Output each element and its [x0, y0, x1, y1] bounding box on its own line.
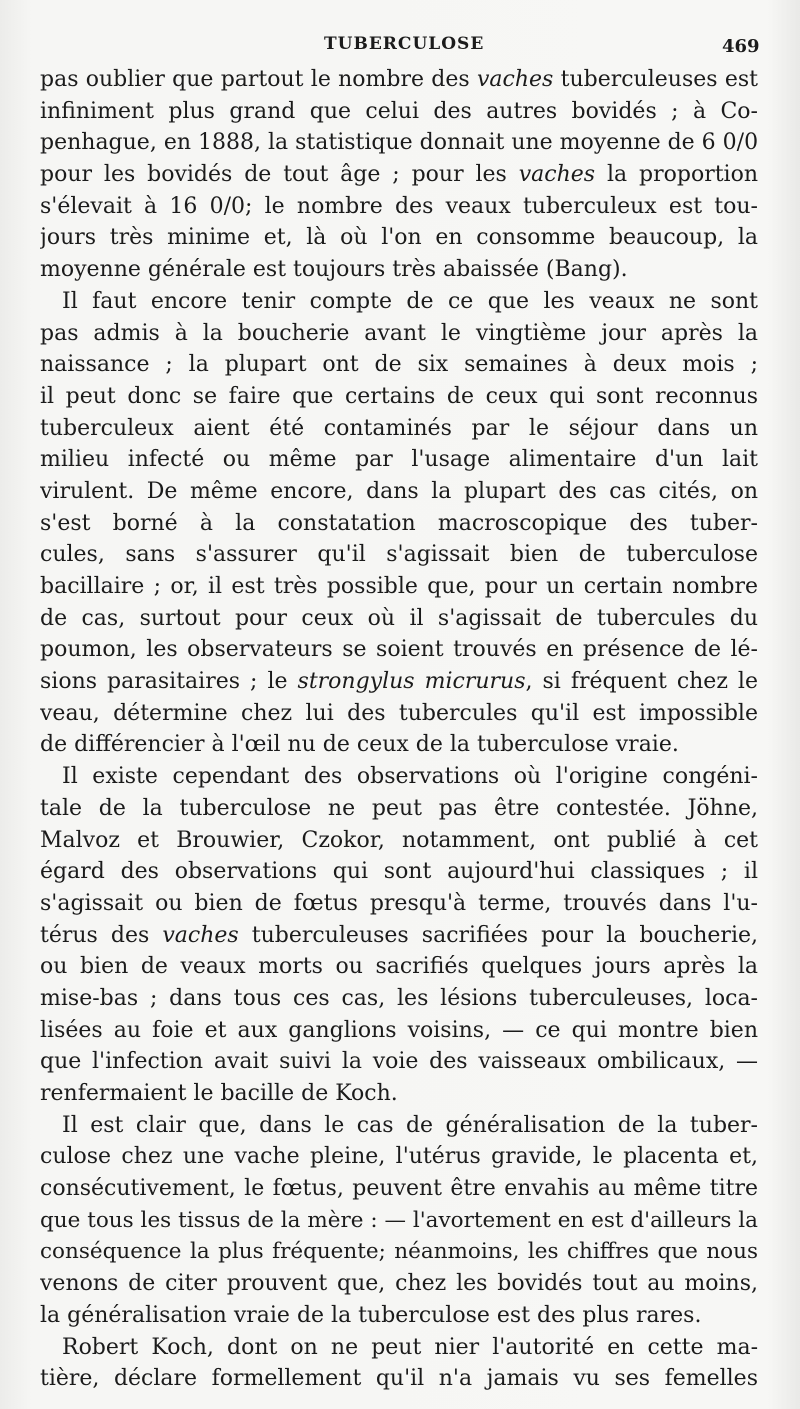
- text-line: de différencier à l'œil nu de ceux de la tuberculose vraie.: [40, 732, 679, 758]
- text-line: tuberculeux aient été contaminés par le séjour dans un: [40, 415, 758, 441]
- running-head: [0, 34, 800, 58]
- text-line: la généralisation vraie de la tuberculose est des plus rares.: [40, 1302, 702, 1328]
- page-number: 469: [722, 36, 760, 57]
- text-line: bacillaire ; or, il est très possible que, pour un certain nombre: [40, 574, 758, 599]
- italic-term: vaches: [162, 922, 239, 948]
- text-line: de cas, surtout pour ceux où il s'agissait de tubercules du: [40, 605, 758, 631]
- text-line: renfermaient le bacille de Koch.: [40, 1081, 398, 1106]
- text-line: culose chez une vache pleine, l'utérus gravide, le placenta et,: [40, 1144, 758, 1170]
- text-line: pour les bovidés de tout âge ; pour les vaches la proportion: [40, 162, 758, 188]
- text-line: jours très minime et, là où l'on en consomme beaucoup, la: [40, 225, 758, 251]
- text-line: égard des observations qui sont aujourd'hui classiques ; il: [40, 859, 758, 885]
- text-line: virulent. De même encore, dans la plupart des cas cités, on: [40, 478, 758, 504]
- text-line: que l'infection avait suivi la voie des vaisseaux ombilicaux, —: [40, 1049, 758, 1075]
- text-line: pas admis à la boucherie avant le vingtième jour après la: [40, 320, 758, 346]
- text-line: térus des vaches tuberculeuses sacrifiées pour la boucherie,: [40, 922, 758, 948]
- text-line: pas oublier que partout le nombre des vaches tuberculeuses est: [40, 67, 758, 92]
- text-line: Il faut encore tenir compte de ce que les veaux ne sont: [62, 288, 758, 314]
- running-head-title: TUBERCULOSE: [324, 34, 485, 54]
- text-line: Malvoz et Brouwier, Czokor, notamment, ont publié à cet: [40, 827, 758, 853]
- text-line: sions parasitaires ; le strongylus micrurus, si fréquent chez le: [40, 669, 758, 695]
- body-text: [40, 64, 758, 1395]
- text-line: veau, détermine chez lui des tubercules qu'il est impossible: [40, 700, 758, 726]
- text-line: s'élevait à 16 0/0; le nombre des veaux tuberculeux est tou-: [40, 193, 758, 219]
- text-line: moyenne générale est toujours très abaissée (Bang).: [40, 257, 628, 283]
- text-line: Il est clair que, dans le cas de généralisation de la tuber-: [62, 1112, 758, 1138]
- text-line: conséquence la plus fréquente; néanmoins, les chiffres que nous: [40, 1239, 758, 1265]
- text-line: ou bien de veaux morts ou sacrifiés quelques jours après la: [40, 954, 758, 980]
- italic-term: vaches: [476, 67, 554, 92]
- text-line: tale de la tuberculose ne peut pas être contestée. Jöhne,: [40, 795, 758, 821]
- text-line: naissance ; la plupart ont de six semaines à deux mois ;: [40, 352, 758, 378]
- text-line: penhague, en 1888, la statistique donnait une moyenne de 6 0/0: [40, 130, 758, 156]
- text-line: il peut donc se faire que certains de ceux qui sont reconnus: [40, 383, 758, 409]
- text-line: infiniment plus grand que celui des autres bovidés ; à Co-: [40, 98, 758, 124]
- text-line: s'agissait ou bien de fœtus presqu'à terme, trouvés dans l'u-: [40, 890, 758, 916]
- text-line: poumon, les observateurs se soient trouvés en présence de lé-: [40, 637, 758, 663]
- text-line: que tous les tissus de la mère : — l'avortement en est d'ailleurs la: [40, 1207, 758, 1233]
- text-line: milieu infecté ou même par l'usage alimentaire d'un lait: [40, 447, 758, 473]
- text-line: consécutivement, le fœtus, peuvent être envahis au même titre: [40, 1176, 758, 1202]
- italic-term: vaches: [518, 162, 596, 188]
- text-line: venons de citer prouvent que, chez les bovidés tout au moins,: [40, 1271, 758, 1297]
- text-line: s'est borné à la constatation macroscopique des tuber-: [40, 510, 758, 536]
- text-line: tière, déclare formellement qu'il n'a jamais vu ses femelles: [40, 1366, 758, 1392]
- italic-term: strongylus micrurus: [297, 669, 526, 695]
- text-line: lisées au foie et aux ganglions voisins, — ce qui montre bien: [40, 1017, 758, 1043]
- text-line: cules, sans s'assurer qu'il s'agissait bien de tuberculose: [40, 542, 758, 568]
- text-line: mise-bas ; dans tous ces cas, les lésions tuberculeuses, loca-: [40, 985, 758, 1011]
- text-line: Robert Koch, dont on ne peut nier l'autorité en cette ma-: [62, 1334, 758, 1360]
- text-line: Il existe cependant des observations où l'origine congéni-: [62, 764, 758, 790]
